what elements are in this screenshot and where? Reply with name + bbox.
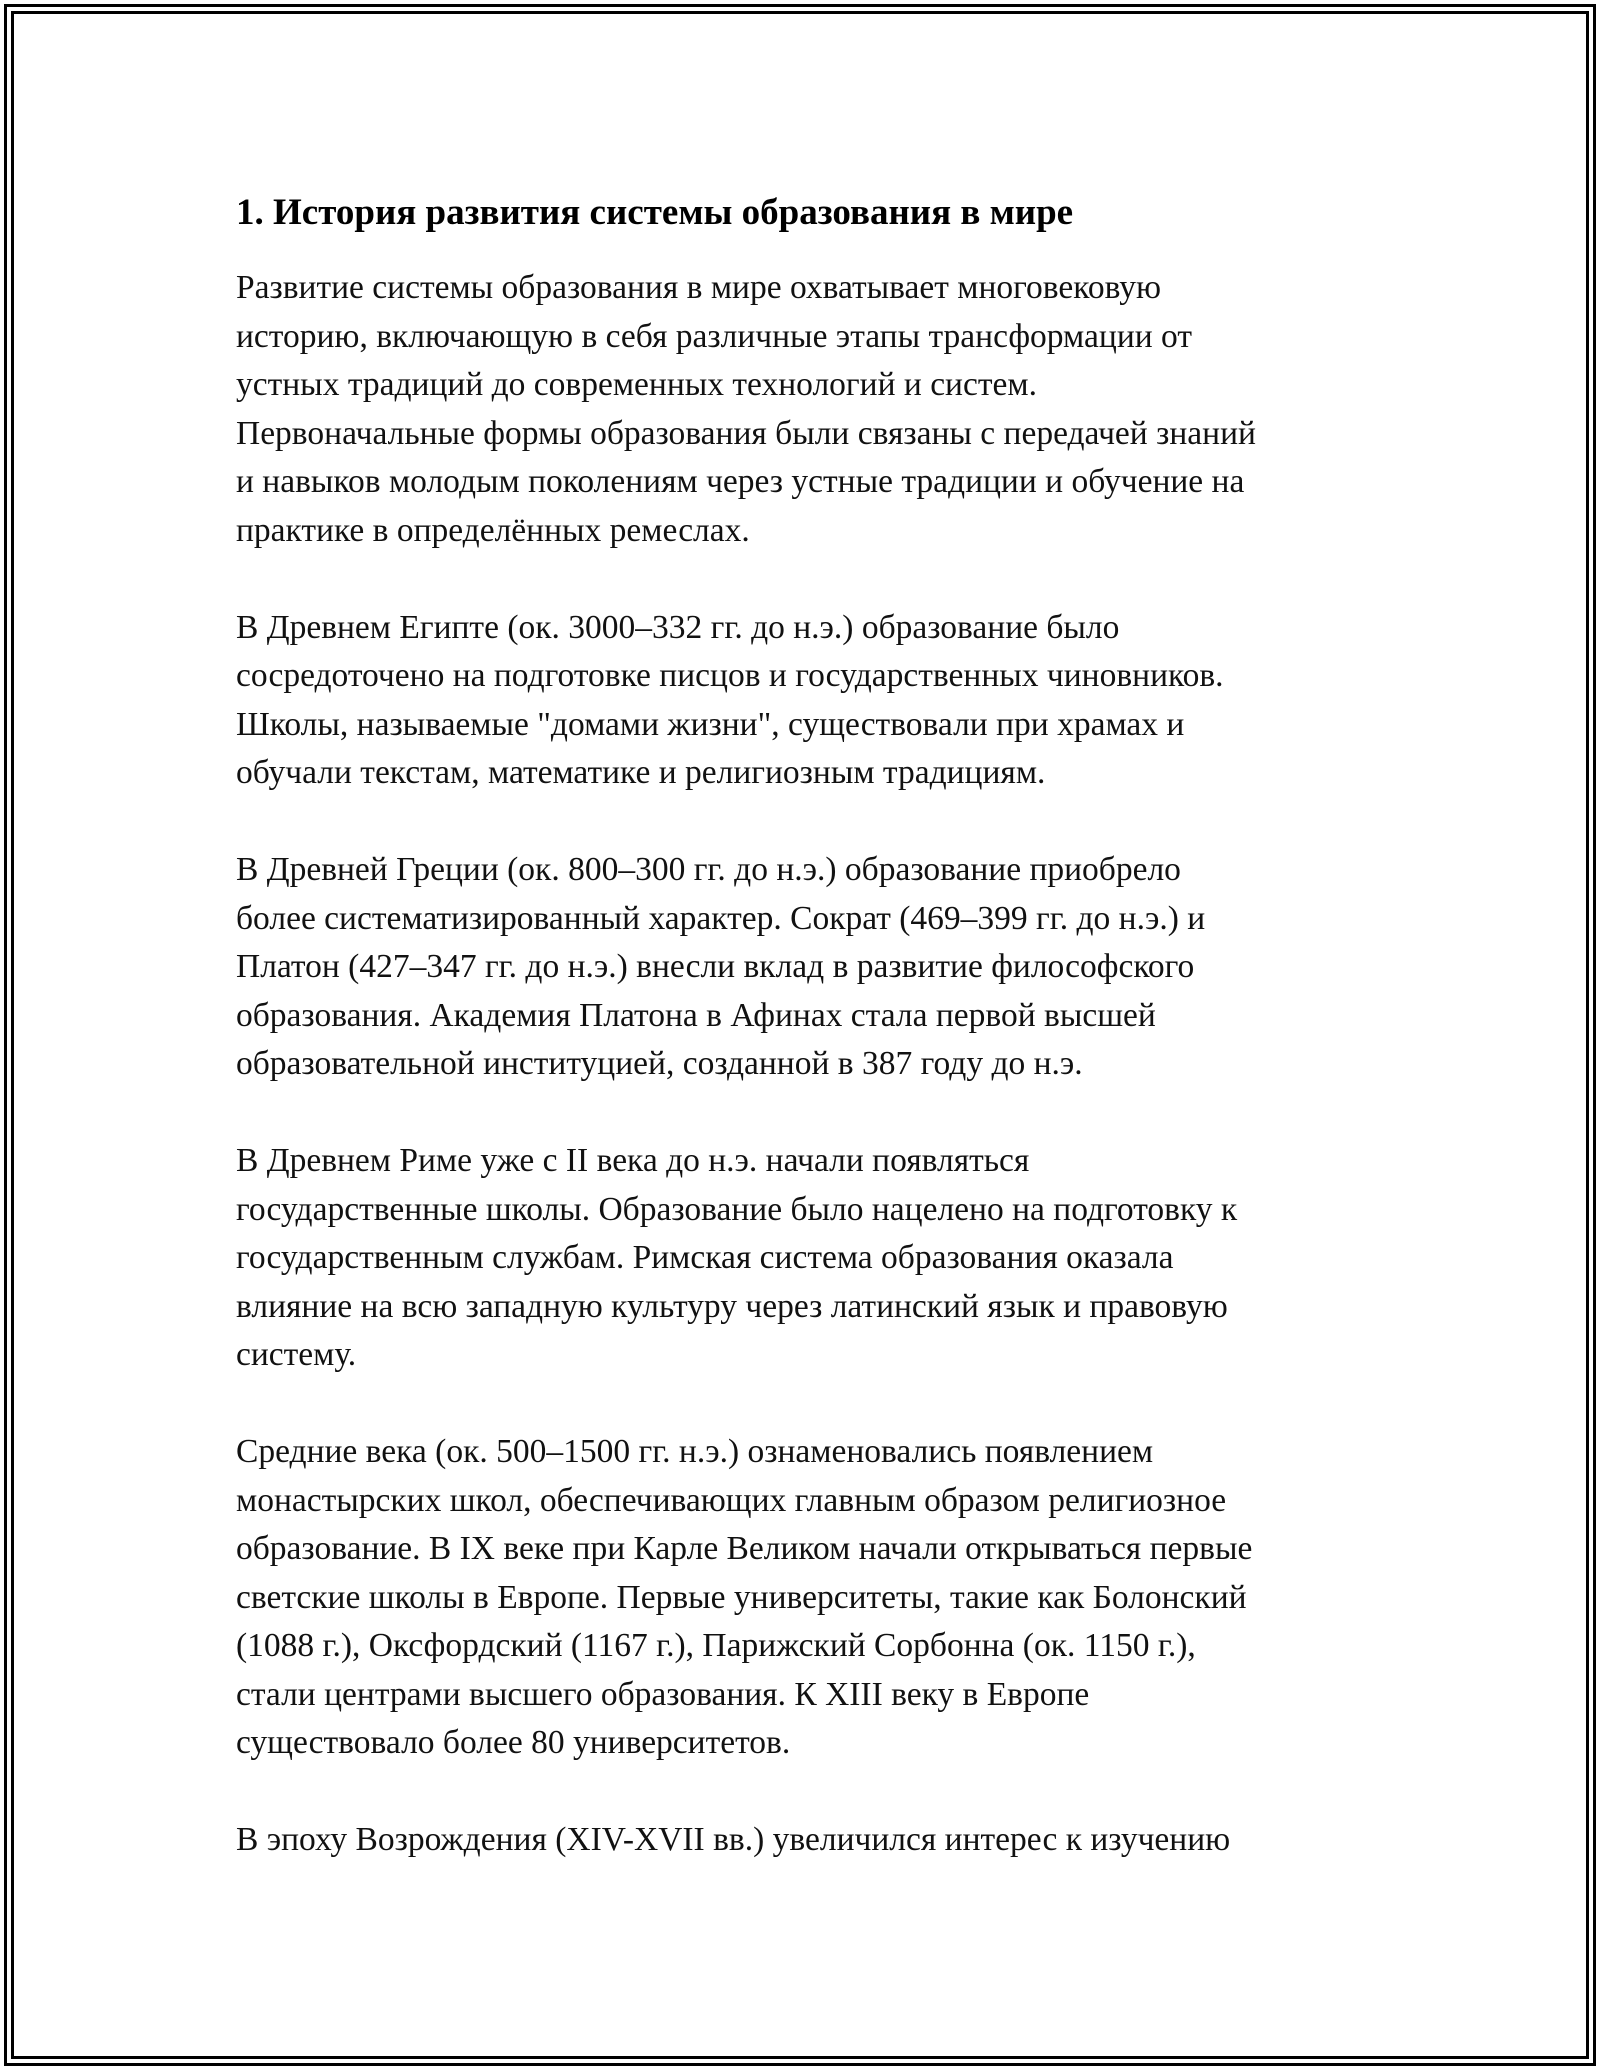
paragraph-ancient-greece: В Древней Греции (ок. 800–300 гг. до н.э.) образование приобрело более систематизированный характер. Сократ (469–399 гг. до н.э.) и Платон (427–347 гг. до н.э.) внесли вклад в развитие философского образования. Академия Платона в Афинах стала первой высшей образовательной институцией, созданной в 387 году до н.э. [236, 851, 1206, 1082]
paragraph-renaissance: В эпоху Возрождения (XIV-XVII вв.) увеличился интерес к изучению [236, 1821, 1231, 1858]
paragraph-middle-ages: Средние века (ок. 500–1500 гг. н.э.) ознаменовались появлением монастырских школ, обеспечивающих главным образом религиозное образование. В IX веке при Карле Великом начали открываться первые светские школы в Европе. Первые университеты, такие как Болонский (1088 г.), Оксфордский (1167 г.), Парижский Сорбонна (ок. 1150 г.), стали центрами высшего образования. К XIII веку в Европе существовало более 80 университетов. [236, 1433, 1253, 1761]
paragraph-ancient-rome: В Древнем Риме уже с II века до н.э. начали появляться государственные школы. Образование было нацелено на подготовку к государственным службам. Римская система образования оказала влияние на всю западную культуру через латинский язык и правовую систему. [236, 1142, 1238, 1373]
document-body [236, 190, 1366, 1913]
paragraph-ancient-egypt: В Древнем Египте (ок. 3000–332 гг. до н.э.) образование было сосредоточено на подготовке писцов и государственных чиновников. Школы, называемые "домами жизни", существовали при храмах и обучали текстам, математике и религиозным традициям. [236, 608, 1224, 791]
paragraph-intro: Развитие системы образования в мире охватывает многовековую историю, включающую в себя различные этапы трансформации от устных традиций до современных технологий и систем. Первоначальные формы образования были связаны с передачей знаний и навыков молодым поколениям через устные традиции и обучение на практике в определённых ремеслах. [236, 269, 1256, 549]
page-title: 1. История развития системы образования в мире [236, 192, 1074, 233]
